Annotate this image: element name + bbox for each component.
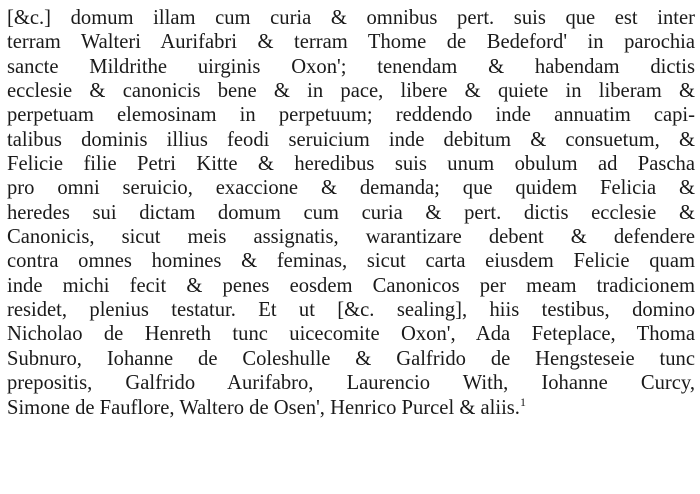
text-line: sancte Mildrithe uirginis Oxon'; tenendam & habendam dictis [7, 55, 695, 78]
text-line: Nicholao de Henreth tunc uicecomite Oxon', Ada Feteplace, Thoma [7, 323, 695, 346]
text-line-last [7, 396, 695, 420]
footnote-marker: 1 [519, 394, 526, 409]
text-line: [&c.] domum illam cum curia & omnibus pert. suis que est inter [7, 7, 695, 29]
text-line: Canonicis, sicut meis assignatis, warantizare debent & defendere [7, 226, 695, 249]
text-line: pro omni seruicio, exaccione & demanda; que quidem Felicia & [7, 177, 695, 200]
text-line-last-content: Simone de Fauflore, Waltero de Osen', Henrico Purcel & aliis. [7, 396, 520, 419]
text-line: Subnuro, Iohanne de Coleshulle & Galfrido de Hengsteseie tunc [7, 347, 695, 370]
text-line: prepositis, Galfrido Aurifabro, Laurencio With, Iohanne Curcy, [7, 372, 695, 395]
text-line: terram Walteri Aurifabri & terram Thome de Bedeford' in parochia [7, 31, 695, 54]
text-line: perpetuam elemosinam in perpetuum; reddendo inde annuatim capi- [7, 104, 695, 127]
text-line: heredes sui dictam domum cum curia & pert. dictis ecclesie & [7, 201, 695, 224]
text-line: contra omnes homines & feminas, sicut carta eiusdem Felicie quam [7, 250, 695, 273]
text-line: inde michi fecit & penes eosdem Canonicos per meam tradicionem [7, 274, 695, 297]
charter-text [7, 6, 695, 420]
text-line: talibus dominis illius feodi seruicium inde debitum & consuetum, & [7, 128, 695, 151]
text-line: ecclesie & canonicis bene & in pace, libere & quiete in liberam & [7, 80, 695, 103]
text-line: Felicie filie Petri Kitte & heredibus suis unum obulum ad Pascha [7, 153, 695, 176]
text-line: residet, plenius testatur. Et ut [&c. sealing], hiis testibus, domino [7, 299, 695, 322]
